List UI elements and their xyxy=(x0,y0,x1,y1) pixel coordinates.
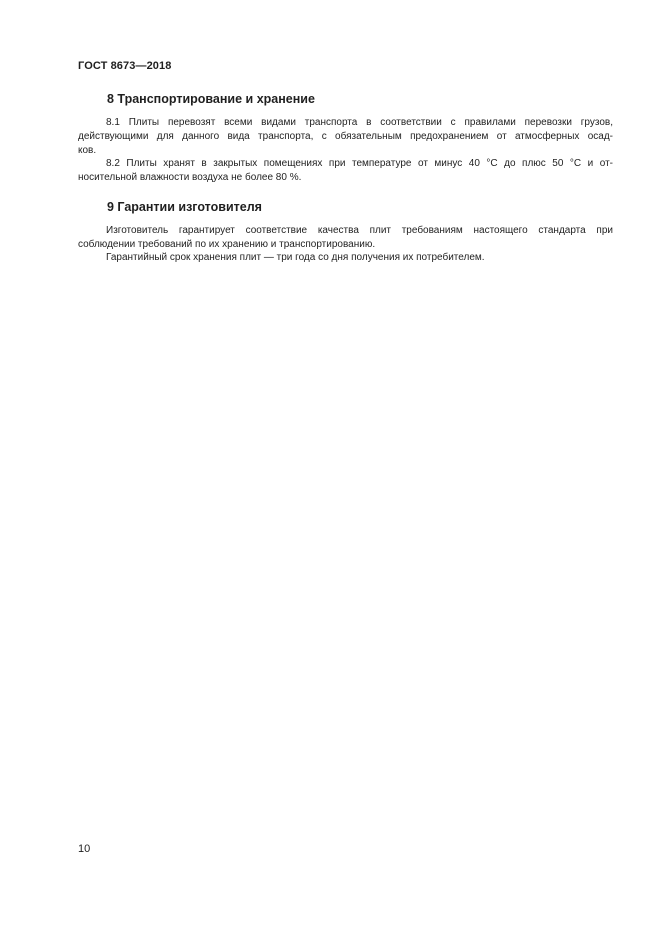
text-line: ков. xyxy=(78,145,97,156)
text-line: 8.2 Плиты хранят в закрытых помещениях при температуре от минус 40 °С до плюс 50 °С и от- xyxy=(106,158,613,169)
text-line: соблюдении требований по их хранению и транспортированию. xyxy=(78,239,376,250)
text-line: действующими для данного вида транспорта, с обязательным предохранением от атмосферных осад- xyxy=(78,131,613,142)
page-number: 10 xyxy=(78,843,91,855)
text-line: носительной влажности воздуха не более 80 %. xyxy=(78,172,302,183)
document-code-header: ГОСТ 8673—2018 xyxy=(78,60,172,72)
paragraph-8-2 xyxy=(78,157,613,185)
paragraph-9-1 xyxy=(78,224,613,252)
text-line: Гарантийный срок хранения плит — три года со дня получения их потребителем. xyxy=(106,252,485,263)
section-title-manufacturer-warranty: 9 Гарантии изготовителя xyxy=(107,200,262,214)
paragraph-8-1 xyxy=(78,116,613,158)
text-line: Изготовитель гарантирует соответствие качества плит требованиям настоящего стандарта при xyxy=(106,225,613,236)
paragraph-9-2 xyxy=(78,251,613,265)
section-title-transport-storage: 8 Транспортирование и хранение xyxy=(107,92,315,106)
text-line: 8.1 Плиты перевозят всеми видами транспорта в соответствии с правилами перевозки грузов, xyxy=(106,117,613,128)
